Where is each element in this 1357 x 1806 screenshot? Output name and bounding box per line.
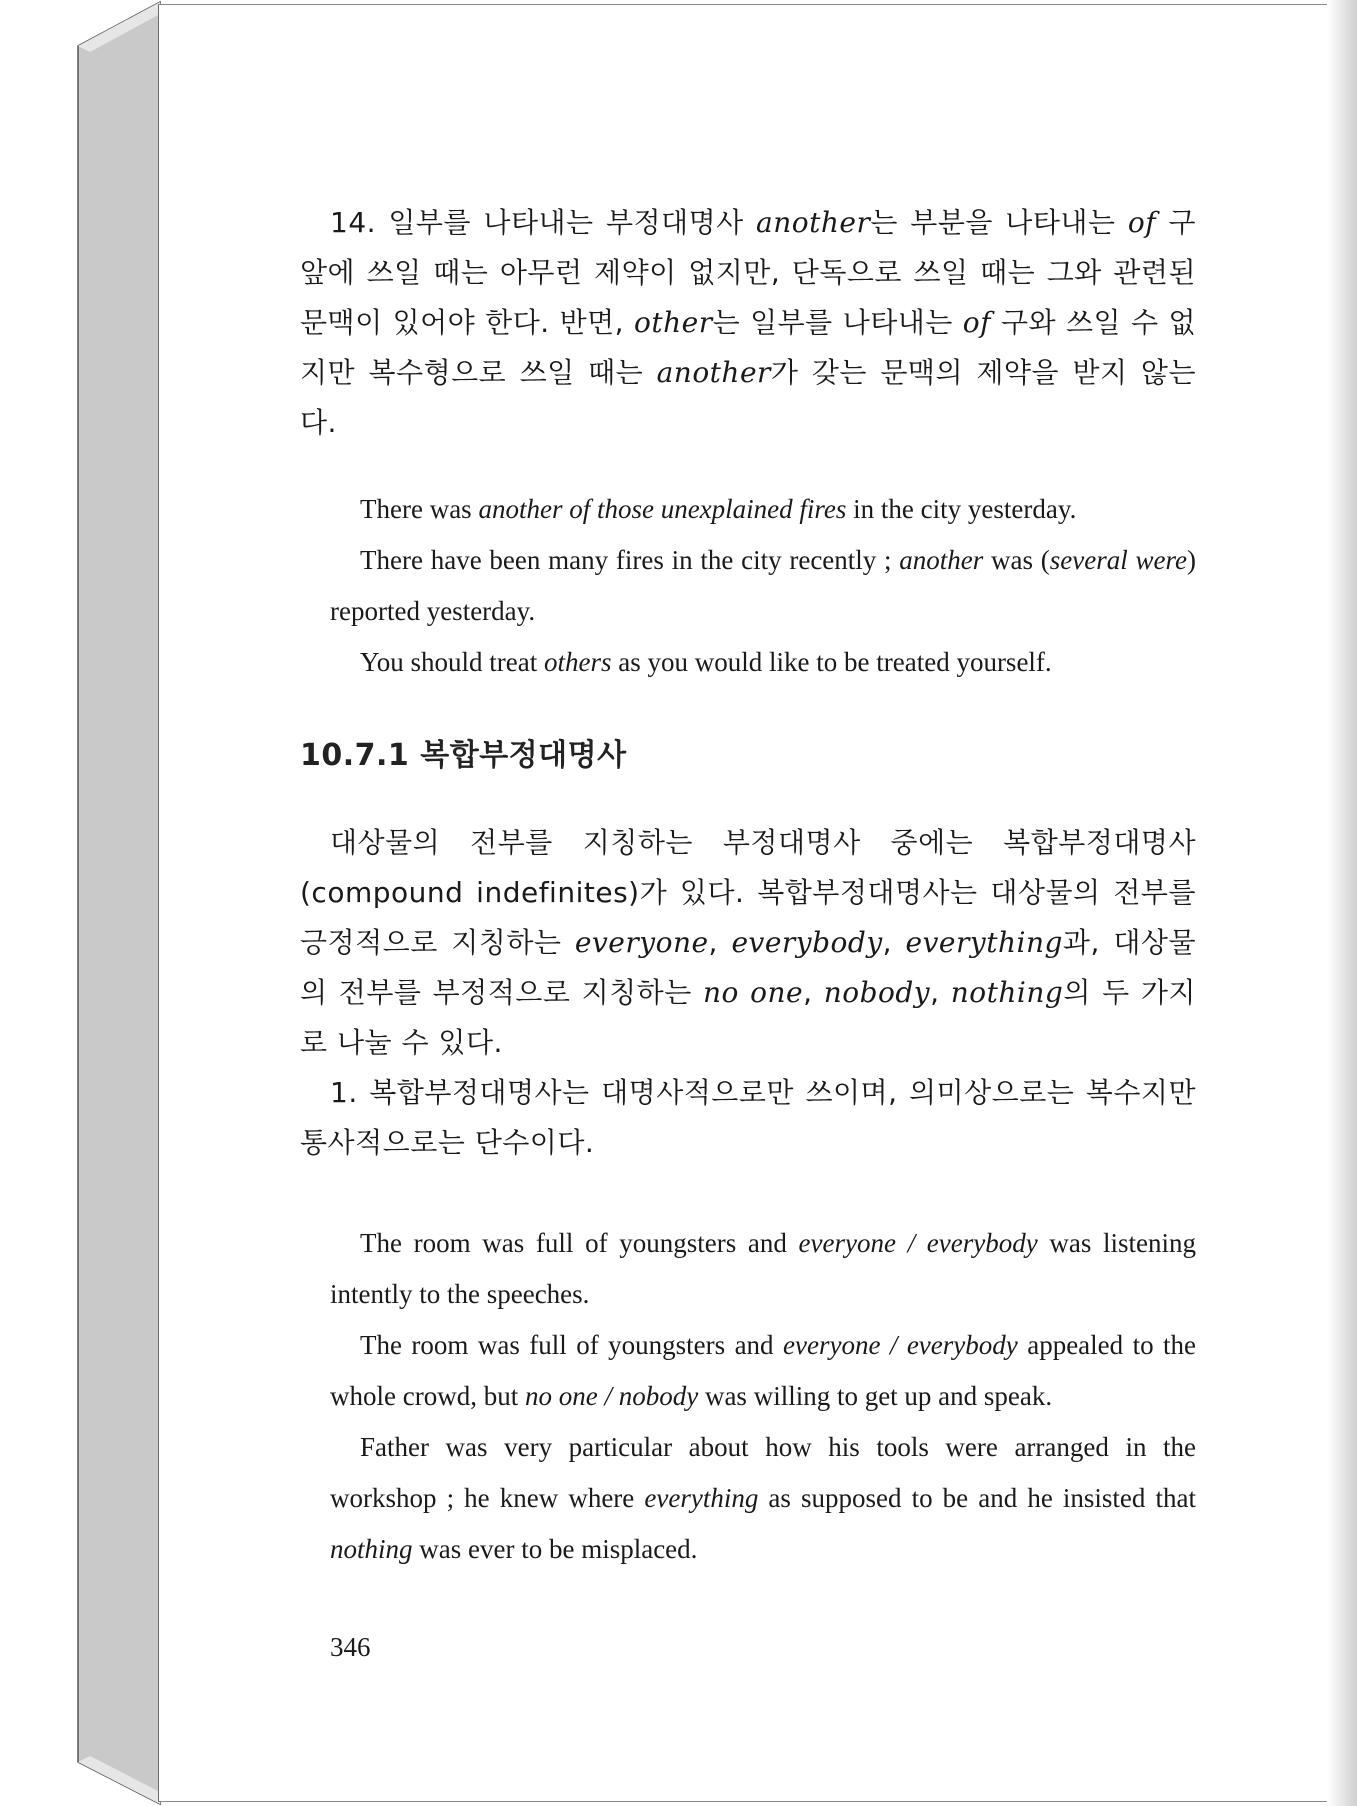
paragraph-another-other: [300, 198, 1196, 448]
italic-term: of: [962, 306, 992, 339]
page-number: 346: [330, 1632, 371, 1662]
text: 가 갖는 문맥의 제약을 받지 않는다.: [300, 356, 1196, 439]
example-block-1: [300, 484, 1196, 688]
text: 는 일부를 나타내는: [712, 306, 963, 339]
paragraph-rule-1: 1. 복합부정대명사는 대명사적으로만 쓰이며, 의미상으로는 복수지만 통사적으로는 단수이다.: [300, 1076, 1196, 1159]
italic-term: of: [1127, 206, 1157, 239]
example-sentence: The room was full of youngsters and everyone / everybody appealed to the whole crowd, but no one / nobody was willing to get up and speak.: [330, 1330, 1197, 1411]
example-sentence: The room was full of youngsters and everyone / everybody was listening intently to the speeches.: [330, 1228, 1196, 1309]
italic-term: another: [656, 356, 771, 389]
italic-term: another: [756, 206, 871, 239]
paragraph-compound-indefinites: 대상물의 전부를 지칭하는 부정대명사 중에는 복합부정대명사(compound indefinites)가 있다. 복합부정대명사는 대상물의 전부를 긍정적으로 지칭하는 everyone, everybody, everything과, 대상물의 전부를 부정적으로 지칭하는 no one, nobody, nothing의 두 가지로 나눌 수 있다.: [300, 826, 1196, 1059]
text: 구 앞에 쓰일 때는 아무런 제약이 없지만, 단독으로 쓰일 때는 그와 관련된 문맥이 있어야 한다. 반면,: [300, 206, 1196, 339]
example-sentence: There have been many fires in the city recently ; another was (several were) reported yesterday.: [330, 545, 1196, 626]
example-sentence: There was another of those unexplained fires in the city yesterday.: [360, 494, 1077, 524]
page-content: [300, 198, 1196, 1575]
text: 구와 쓰일 수 없지만 복수형으로 쓰일 때는: [300, 306, 1197, 389]
italic-term: other: [634, 306, 713, 339]
section-heading: 10.7.1 복합부정대명사: [300, 738, 627, 773]
text: 는 부분을 나타내는: [870, 206, 1128, 239]
page-edge: [1327, 0, 1357, 1806]
text: 14. 일부를 나타내는 부정대명사: [330, 206, 757, 239]
example-sentence: Father was very particular about how his tools were arranged in the workshop ; he knew where everything as supposed to be and he insisted that nothing was ever to be misplaced.: [330, 1432, 1196, 1564]
example-block-2: [300, 1218, 1196, 1575]
example-sentence: You should treat others as you would like to be treated yourself.: [360, 647, 1052, 677]
